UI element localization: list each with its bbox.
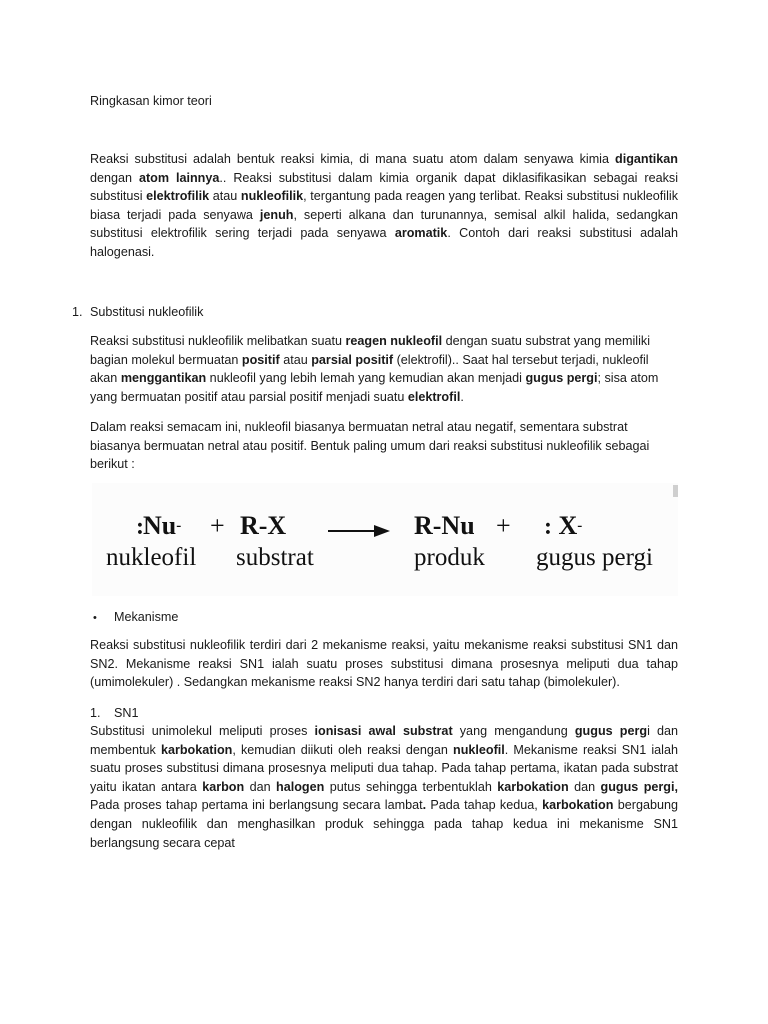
text-run: i dan membentuk [90,724,678,757]
section-paragraph-2: Dalam reaksi semacam ini, nukleofil biasanya bermuatan netral atau negatif, sementara substrat biasanya bermuatan netral atau positif. Bentuk paling umum dari reaksi substitusi nukleofilik sebagai berikut : [90,420,650,472]
plus-sign-2: + [496,511,511,540]
bullet-icon: • [93,612,97,624]
section-paragraph-1 [90,332,678,406]
text-run: karbokation [497,779,569,794]
text-run: gugus pergi, [600,779,678,794]
text-run: . Mekanisme reaksi SN1 ialah suatu proses substitusi dimana prosesnya meliputi dua tahap. Pada tahap pertama, ikatan pada substrat yaitu ikatan antara [90,742,678,794]
label-produk: produk [414,544,485,571]
text-run: . [460,389,464,404]
text-run: putus sehingga terbentuklah [324,779,498,794]
text-run: digantikan [615,152,678,166]
text-run: . [422,798,427,813]
text-run: dan [568,779,601,794]
leaving-group-formula: : X- [544,511,583,540]
image-scroll-marker [673,485,678,497]
text-run: , tergantung pada reagen yang terlibat. Reaksi substitusi nukleofilik biasa terjadi pada senyawa [90,189,679,222]
text-run: yang mengandung [452,724,575,738]
text-run: , seperti alkana dan turunannya, semisal alkil halida, sedangkan substitusi elektrofilik sering terjadi pada senyawa [90,207,679,241]
reaction-arrow-icon [328,525,390,537]
text-run: Reaksi substitusi nukleofilik melibatkan suatu [90,334,346,348]
section-heading-substitusi-nukleofilik: Substitusi nukleofilik [90,305,204,319]
text-run: aromatik [394,226,448,241]
text-run: bergabung dengan nukleofilik dan menghasilkan produk sehingga pada tahap kedua ini mekanisme SN1 berlangsung secara cepat [90,798,678,850]
sn1-number: 1. [90,706,101,720]
text-run: menggantikan [120,371,207,386]
text-run: ; sisa atom yang bermuatan positif atau parsial positif menjadi suatu [90,371,659,404]
label-nukleofil: nukleofil [106,544,197,571]
text-run: .. Reaksi substitusi dalam kimia organik dapat diklasifikasikan sebagai reaksi substitusi [90,170,678,204]
text-run: dengan suatu substrat yang memiliki bagian molekul bermuatan [90,334,650,367]
text-run: Pada proses tahap pertama ini berlangsung secara lambat [90,798,423,813]
section-number: 1. [72,305,83,319]
text-run: halogen [276,779,325,794]
text-run: atau [209,189,241,204]
text-run: jenuh [259,207,294,222]
text-run: Pada tahap kedua, [426,798,543,813]
mekanisme-paragraph: Reaksi substitusi nukleofilik terdiri dari 2 mekanisme reaksi, yaitu mekanisme reaksi substitusi SN1 dan SN2. Mekanisme reaksi SN1 ialah suatu proses substitusi dimana prosesnya meliputi dua tahap (umimolekuler) . Sedangkan mekanisme reaksi SN2 hanya terdiri dari satu tahap (bimolekuler). [90,638,678,690]
text-run: reagen nukleofil [345,334,443,348]
text-run: (elektrofil).. Saat hal tersebut terjadi, nukleofil akan [90,352,649,386]
text-run: ionisasi awal substrat [314,724,453,738]
nucleophile-formula: :Nu- [136,511,182,540]
text-run: . Contoh dari reaksi substitusi adalah halogenasi. [90,226,678,259]
text-run: karbokation [160,742,233,757]
text-run: nukleofilik [240,189,304,204]
text-run: positif [241,352,280,367]
reaction-equation-image [92,483,678,596]
document-title: Ringkasan kimor teori [90,94,212,108]
text-run: elektrofilik [146,189,210,204]
text-run: Reaksi substitusi adalah bentuk reaksi kimia, di mana suatu atom dalam senyawa kimia [90,152,616,166]
text-run: atau [279,352,312,367]
text-run: parsial positif [311,352,394,367]
text-run: karbon [202,779,245,794]
label-substrat: substrat [236,544,314,571]
text-run: gugus pergi [525,371,598,386]
text-run: , kemudian diikuti oleh reaksi dengan [232,742,453,757]
text-run: elektrofil [407,389,461,404]
text-run: nukleofil yang lebih lemah yang kemudian akan menjadi [206,371,526,386]
sn1-paragraph [90,722,678,852]
product-formula: R-Nu [414,511,475,540]
text-run: nukleofil [453,742,505,757]
label-gugus-pergi: gugus pergi [536,544,653,571]
text-run: karbokation [542,798,614,813]
text-run: gugus perg [574,724,648,738]
substrate-formula: R-X [240,511,287,540]
bullet-mekanisme: Mekanisme [114,610,179,624]
intro-paragraph [90,150,678,262]
sn1-heading: SN1 [114,706,139,720]
text-run: dan [244,779,277,794]
text-run: Substitusi unimolekul meliputi proses [90,724,315,738]
plus-sign-1: + [210,511,225,540]
text-run: atom lainnya [138,170,220,185]
text-run: dengan [90,170,139,185]
